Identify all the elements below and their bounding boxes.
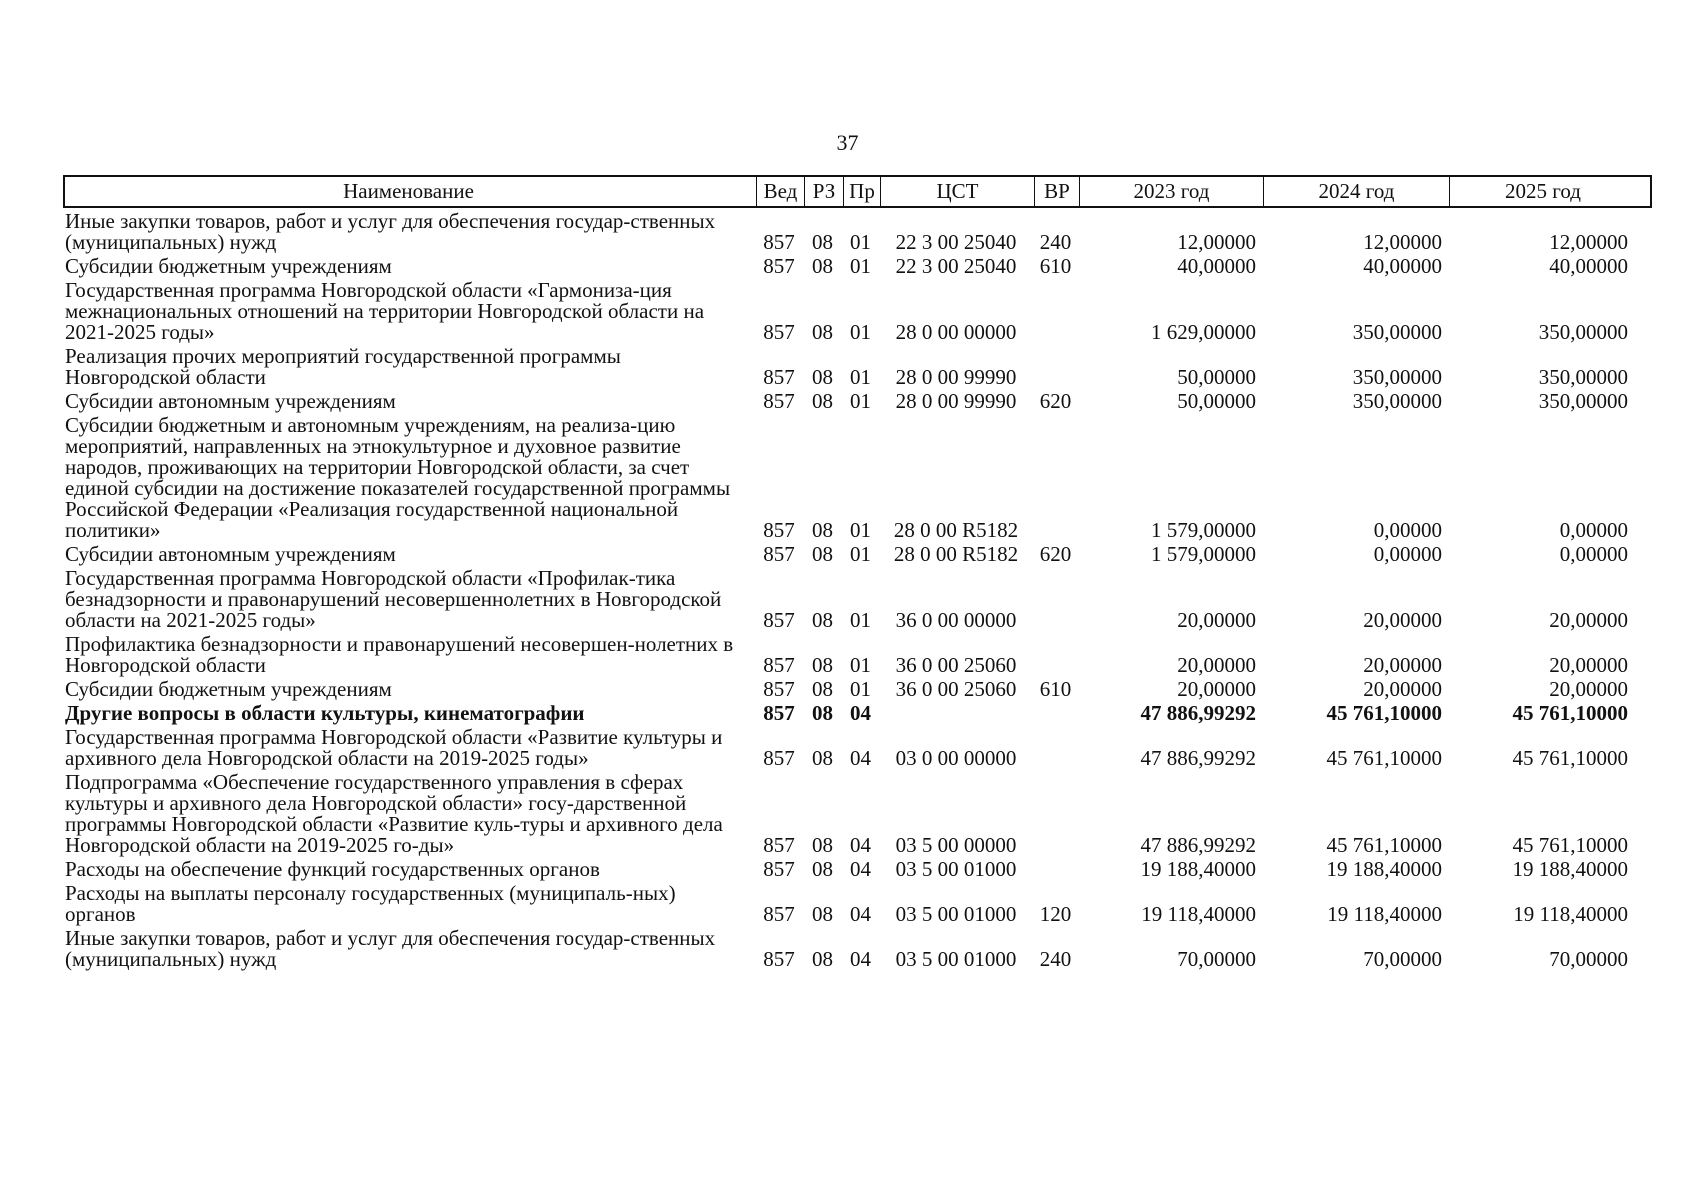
table-row (63, 277, 1652, 343)
row-rz: 08 (812, 677, 833, 701)
row-2025: 45 761,10000 (1512, 701, 1628, 725)
table-row (63, 412, 1652, 541)
row-name: Субсидии бюджетным учреждениям (65, 254, 392, 278)
row-cst: 28 0 00 R5182 (893, 542, 1019, 566)
row-pr: 01 (850, 653, 871, 677)
row-2024: 70,00000 (1363, 947, 1442, 971)
row-2023: 1 579,00000 (1151, 518, 1256, 542)
row-pr: 04 (850, 857, 871, 881)
row-name: Субсидии автономным учреждениям (65, 389, 396, 413)
row-2025: 45 761,10000 (1512, 746, 1628, 770)
row-pr: 01 (850, 254, 871, 278)
row-name: Государственная программа Новгородской области «Развитие культуры и архивного дела Новгородской области на 2019-2025 годы» (65, 725, 723, 770)
row-pr: 01 (850, 389, 871, 413)
row-name: Иные закупки товаров, работ и услуг для обеспечения государ-ственных (муниципальных) нужд (65, 926, 716, 971)
row-name: Субсидии бюджетным учреждениям (65, 677, 392, 701)
row-vr: 240 (1039, 947, 1072, 971)
row-rz: 08 (812, 320, 833, 344)
row-rz: 08 (812, 746, 833, 770)
row-2023: 47 886,99292 (1140, 833, 1256, 857)
row-ved: 857 (763, 518, 795, 542)
row-2025: 20,00000 (1549, 653, 1628, 677)
row-rz: 08 (812, 254, 833, 278)
row-ved: 857 (763, 542, 795, 566)
row-cst: 28 0 00 R5182 (893, 518, 1019, 542)
row-2023: 19 188,40000 (1140, 857, 1256, 881)
row-pr: 01 (850, 542, 871, 566)
row-vr: 620 (1039, 389, 1072, 413)
row-cst: 22 3 00 25040 (895, 254, 1017, 278)
row-2023: 70,00000 (1177, 947, 1256, 971)
row-2025: 40,00000 (1549, 254, 1628, 278)
row-name: Расходы на выплаты персоналу государственных (муниципаль-ных) органов (65, 881, 676, 926)
row-2024: 20,00000 (1363, 608, 1442, 632)
table-row (63, 856, 1652, 880)
row-2023: 47 886,99292 (1140, 701, 1256, 725)
row-cst: 03 5 00 01000 (895, 902, 1017, 926)
row-2023: 1 579,00000 (1151, 542, 1256, 566)
table-row (63, 541, 1652, 565)
row-ved: 857 (763, 320, 795, 344)
header-cst: ЦСТ (881, 177, 1035, 206)
table-row (63, 343, 1652, 388)
row-cst: 36 0 00 25060 (895, 653, 1017, 677)
table-row (63, 565, 1652, 631)
row-ved: 857 (763, 746, 795, 770)
table-row (63, 925, 1652, 970)
row-pr: 01 (850, 608, 871, 632)
table-row (63, 388, 1652, 412)
row-2024: 350,00000 (1352, 365, 1442, 389)
row-name: Субсидии автономным учреждениям (65, 542, 396, 566)
row-cst: 03 0 00 00000 (895, 746, 1017, 770)
table-row (63, 631, 1652, 676)
row-pr: 01 (850, 230, 871, 254)
row-pr: 04 (850, 746, 871, 770)
row-2023: 20,00000 (1177, 608, 1256, 632)
row-name: Государственная программа Новгородской области «Гармониза-ция межнациональных отношений на территории Новгородской области на 2021-2025 годы» (65, 278, 705, 344)
row-rz: 08 (812, 701, 833, 725)
row-2023: 1 629,00000 (1151, 320, 1256, 344)
row-ved: 857 (763, 947, 795, 971)
row-2024: 40,00000 (1363, 254, 1442, 278)
table-body (63, 208, 1652, 970)
row-vr: 620 (1039, 542, 1072, 566)
row-2025: 0,00000 (1559, 518, 1628, 542)
row-2025: 350,00000 (1538, 320, 1628, 344)
row-cst: 03 5 00 01000 (895, 947, 1017, 971)
row-2024: 350,00000 (1352, 320, 1442, 344)
table-row (63, 676, 1652, 700)
row-2024: 0,00000 (1373, 542, 1442, 566)
row-name: Субсидии бюджетным и автономным учреждениям, на реализа-цию мероприятий, направленных на этнокультурное и духовное развитие народов, проживающих на территории Новгородской области, за счет единой субсидии на достижение показателей государственной программы Российской Федерации «Реализация государственной национальной политики» (65, 413, 731, 542)
row-pr: 04 (850, 947, 871, 971)
row-rz: 08 (812, 542, 833, 566)
page-number: 37 (836, 130, 859, 155)
row-2024: 45 761,10000 (1326, 701, 1442, 725)
header-2025: 2025 год (1505, 179, 1581, 203)
row-2023: 20,00000 (1177, 677, 1256, 701)
row-name: Подпрограмма «Обеспечение государственного управления в сферах культуры и архивного дела Новгородской области» госу-дарственной программы Новгородской области «Развитие куль-туры и архивного дела Новгородской области на 2019-2025 го-ды» (65, 770, 723, 857)
row-2023: 19 118,40000 (1141, 902, 1256, 926)
row-pr: 01 (850, 518, 871, 542)
row-2023: 50,00000 (1177, 365, 1256, 389)
row-2025: 19 118,40000 (1513, 902, 1628, 926)
row-rz: 08 (812, 518, 833, 542)
row-cst: 36 0 00 00000 (895, 608, 1017, 632)
row-ved: 857 (763, 902, 795, 926)
row-cst: 36 0 00 25060 (895, 677, 1017, 701)
row-cst: 03 5 00 01000 (895, 857, 1017, 881)
row-rz: 08 (812, 857, 833, 881)
header-rz: РЗ (805, 177, 844, 206)
row-pr: 01 (850, 365, 871, 389)
row-2023: 40,00000 (1177, 254, 1256, 278)
header-vr: ВР (1035, 177, 1080, 206)
row-ved: 857 (763, 254, 795, 278)
row-name: Государственная программа Новгородской области «Профилак-тика безнадзорности и правонарушений несовершеннолетних в Новгородской области на 2021-2025 годы» (65, 566, 722, 632)
row-2025: 45 761,10000 (1512, 833, 1628, 857)
row-ved: 857 (763, 389, 795, 413)
row-cst: 22 3 00 25040 (895, 230, 1017, 254)
row-2025: 19 188,40000 (1512, 857, 1628, 881)
header-ved: Вед (757, 177, 805, 206)
row-name: Реализация прочих мероприятий государственной программы Новгородской области (65, 344, 621, 389)
row-pr: 04 (850, 701, 871, 725)
row-name: Профилактика безнадзорности и правонарушений несовершен-нолетних в Новгородской области (65, 632, 734, 677)
row-2024: 12,00000 (1363, 230, 1442, 254)
row-name: Расходы на обеспечение функций государственных органов (65, 857, 600, 881)
row-ved: 857 (763, 608, 795, 632)
row-2023: 47 886,99292 (1140, 746, 1256, 770)
table-row (63, 724, 1652, 769)
row-pr: 01 (850, 320, 871, 344)
row-2025: 12,00000 (1549, 230, 1628, 254)
row-cst: 28 0 00 99990 (895, 365, 1017, 389)
row-cst: 28 0 00 00000 (895, 320, 1017, 344)
row-2024: 20,00000 (1363, 653, 1442, 677)
row-vr: 610 (1039, 254, 1072, 278)
row-2024: 0,00000 (1373, 518, 1442, 542)
header-name: Наименование (65, 177, 757, 206)
row-2023: 12,00000 (1177, 230, 1256, 254)
row-rz: 08 (812, 608, 833, 632)
row-2024: 45 761,10000 (1326, 746, 1442, 770)
row-2023: 20,00000 (1177, 653, 1256, 677)
row-cst: 03 5 00 00000 (895, 833, 1017, 857)
row-pr: 01 (850, 677, 871, 701)
row-2023: 50,00000 (1177, 389, 1256, 413)
row-ved: 857 (763, 230, 795, 254)
table-row (63, 880, 1652, 925)
header-2023: 2023 год (1080, 177, 1264, 206)
header-pr: Пр (844, 177, 881, 206)
budget-table (63, 175, 1652, 970)
row-2024: 19 188,40000 (1326, 857, 1442, 881)
row-ved: 857 (763, 653, 795, 677)
row-rz: 08 (812, 947, 833, 971)
row-name: Другие вопросы в области культуры, кинематографии (65, 701, 585, 725)
row-2024: 20,00000 (1363, 677, 1442, 701)
row-2024: 19 118,40000 (1327, 902, 1442, 926)
table-row (63, 253, 1652, 277)
header-2024: 2024 год (1264, 177, 1450, 206)
row-2025: 70,00000 (1549, 947, 1628, 971)
row-vr: 610 (1039, 677, 1072, 701)
row-ved: 857 (763, 701, 795, 725)
row-2025: 350,00000 (1538, 365, 1628, 389)
row-ved: 857 (763, 833, 795, 857)
row-cst: 28 0 00 99990 (895, 389, 1017, 413)
table-header (63, 175, 1652, 208)
row-rz: 08 (812, 365, 833, 389)
row-ved: 857 (763, 677, 795, 701)
row-pr: 04 (850, 833, 871, 857)
row-2025: 20,00000 (1549, 608, 1628, 632)
row-rz: 08 (812, 902, 833, 926)
row-2025: 0,00000 (1559, 542, 1628, 566)
table-row (63, 700, 1652, 724)
row-vr: 120 (1039, 902, 1072, 926)
row-2024: 45 761,10000 (1326, 833, 1442, 857)
row-ved: 857 (763, 365, 795, 389)
table-row (63, 769, 1652, 856)
row-pr: 04 (850, 902, 871, 926)
row-name: Иные закупки товаров, работ и услуг для обеспечения государ-ственных (муниципальных) нужд (65, 209, 716, 254)
row-rz: 08 (812, 230, 833, 254)
row-rz: 08 (812, 653, 833, 677)
row-ved: 857 (763, 857, 795, 881)
row-2025: 20,00000 (1549, 677, 1628, 701)
row-2025: 350,00000 (1538, 389, 1628, 413)
table-row (63, 208, 1652, 253)
row-rz: 08 (812, 833, 833, 857)
row-vr: 240 (1039, 230, 1072, 254)
row-2024: 350,00000 (1352, 389, 1442, 413)
row-rz: 08 (812, 389, 833, 413)
